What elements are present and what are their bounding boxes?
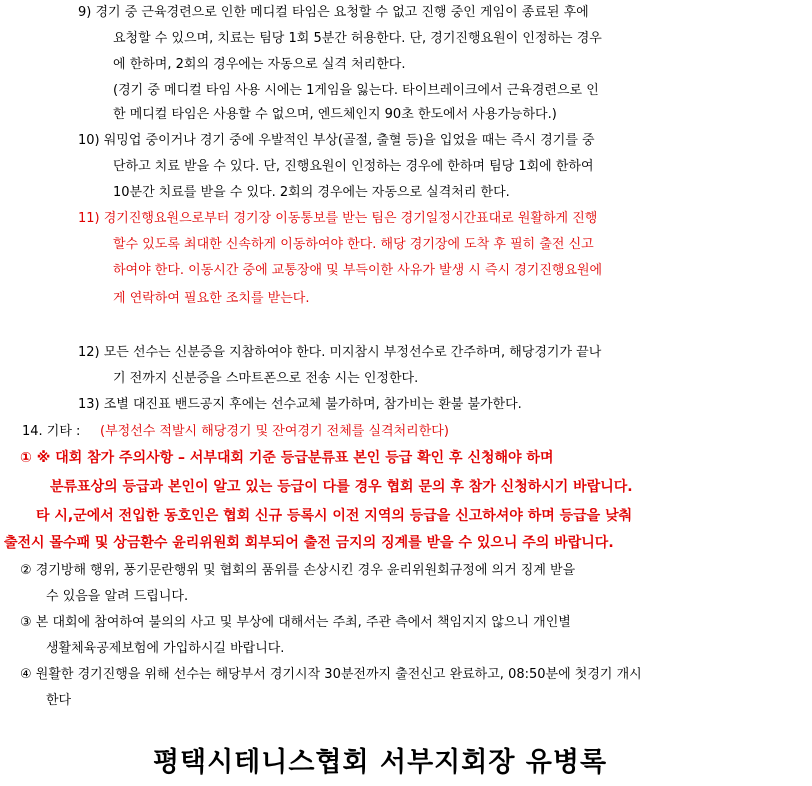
notice-1-line-2: 분류표상의 등급과 본인이 알고 있는 등급이 다를 경우 협회 문의 후 참가 신청하시기 바랍니다. xyxy=(50,479,633,495)
item-13-line-1: 13) 조별 대진표 밴드공지 후에는 선수교체 불가하며, 참가비는 환불 불가한다. xyxy=(78,397,522,412)
item-9-line-4: (경기 중 메디컬 타임 사용 시에는 1게임을 잃는다. 타이브레이크에서 근육경련으로 인 xyxy=(113,83,599,98)
notice-4-line-1: ④ 원활한 경기진행을 위해 선수는 해당부서 경기시작 30분전까지 출전신고 완료하고, 08:50분에 첫경기 개시 xyxy=(20,667,642,682)
item-11-line-2: 할수 있도록 최대한 신속하게 이동하여야 한다. 해당 경기장에 도착 후 필히 출전 신고 xyxy=(113,237,594,252)
notice-3-line-2: 생활체육공제보험에 가입하시길 바랍니다. xyxy=(46,641,285,656)
section-14-note: (부정선수 적발시 해당경기 및 잔여경기 전체를 실격처리한다) xyxy=(100,424,449,439)
item-11-line-4: 게 연락하여 필요한 조치를 받는다. xyxy=(113,291,310,306)
notice-4-line-2: 한다 xyxy=(46,693,72,708)
item-9-line-3: 에 한하며, 2회의 경우에는 자동으로 실격 처리한다. xyxy=(113,57,406,72)
notice-2-line-2: 수 있음을 알려 드립니다. xyxy=(46,589,189,604)
signature: 평택시테니스협회 서부지회장 유병록 xyxy=(152,747,608,778)
item-11-line-1: 11) 경기진행요원으로부터 경기장 이동통보를 받는 팀은 경기일정시간표대로 원활하게 진행 xyxy=(78,211,598,226)
item-10-line-3: 10분간 치료를 받을 수 있다. 2회의 경우에는 자동으로 실격처리 한다. xyxy=(113,185,510,200)
notice-1-line-1: ① ※ 대회 참가 주의사항 – 서부대회 기준 등급분류표 본인 등급 확인 후 신청해야 하며 xyxy=(20,450,554,466)
item-12-line-2: 기 전까지 신분증을 스마트폰으로 전송 시는 인정한다. xyxy=(113,371,419,386)
item-9-line-1: 9) 경기 중 근육경련으로 인한 메디컬 타임은 요청할 수 없고 진행 중인 게임이 종료된 후에 xyxy=(78,5,589,20)
item-12-line-1: 12) 모든 선수는 신분증을 지참하여야 한다. 미지참시 부정선수로 간주하며, 해당경기가 끝나 xyxy=(78,345,602,360)
item-11-line-3: 하여야 한다. 이동시간 중에 교통장애 및 부득이한 사유가 발생 시 즉시 경기진행요원에 xyxy=(113,263,603,278)
notice-3-line-1: ③ 본 대회에 참여하여 불의의 사고 및 부상에 대해서는 주최, 주관 측에서 책임지지 않으니 개인별 xyxy=(20,615,571,630)
item-9-line-5: 한 메디컬 타임은 사용할 수 없으며, 엔드체인지 90초 한도에서 사용가능하다.) xyxy=(113,107,557,122)
notice-1-line-3: 타 시,군에서 전입한 동호인은 협회 신규 등록시 이전 지역의 등급을 신고하셔야 하며 등급을 낮춰 xyxy=(36,508,633,524)
section-14-heading: 14. 기타 : xyxy=(22,424,81,439)
item-9-line-2: 요청할 수 있으며, 치료는 팀당 1회 5분간 허용한다. 단, 경기진행요원이 인정하는 경우 xyxy=(113,31,602,46)
item-10-line-2: 단하고 치료 받을 수 있다. 단, 진행요원이 인정하는 경우에 한하며 팀당 1회에 한하여 xyxy=(113,159,594,174)
notice-1-line-4: 출전시 몰수패 및 상금환수 윤리위원회 회부되어 출전 금지의 징계를 받을 수 있으니 주의 바랍니다. xyxy=(4,535,614,551)
item-10-line-1: 10) 워밍업 중이거나 경기 중에 우발적인 부상(골절, 출혈 등)을 입었을 때는 즉시 경기를 중 xyxy=(78,133,595,148)
notice-2-line-1: ② 경기방해 행위, 풍기문란행위 및 협회의 품위를 손상시킨 경우 윤리위원회규정에 의거 징계 받을 xyxy=(20,563,576,578)
